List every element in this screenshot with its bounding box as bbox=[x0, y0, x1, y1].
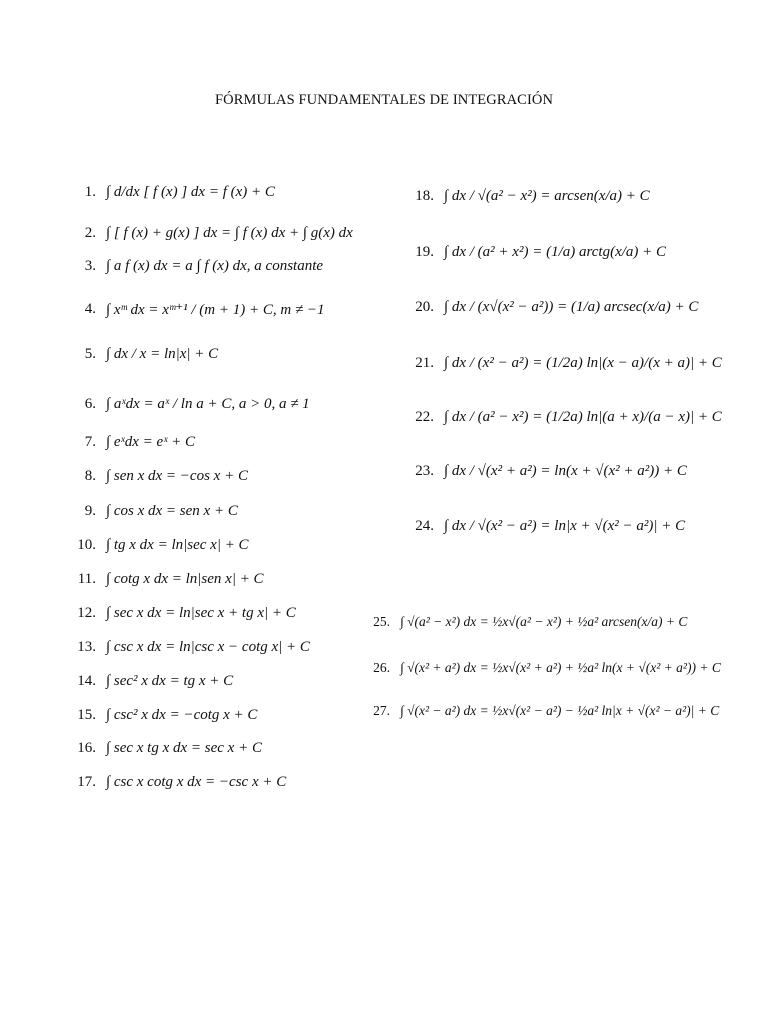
formula-23 bbox=[410, 463, 687, 480]
formula-number: 8. bbox=[84, 468, 96, 484]
formula-7 bbox=[68, 434, 195, 451]
formula-text: ∫ eˣdx = eˣ + C bbox=[106, 434, 196, 450]
formula-number: 3. bbox=[84, 258, 96, 274]
formula-19 bbox=[410, 244, 666, 261]
formula-text: ∫ xᵐ dx = xᵐ⁺¹ / (m + 1) + C, m ≠ −1 bbox=[106, 302, 325, 318]
formula-number: 11. bbox=[77, 571, 96, 587]
formula-text: ∫ sec² x dx = tg x + C bbox=[106, 673, 234, 689]
formula-text: ∫ aˣdx = aˣ / ln a + C, a > 0, a ≠ 1 bbox=[106, 396, 310, 412]
formula-25 bbox=[368, 614, 687, 630]
formula-number: 25. bbox=[373, 614, 390, 629]
formula-text: ∫ csc² x dx = −cotg x + C bbox=[106, 707, 258, 723]
formula-number: 22. bbox=[415, 409, 434, 425]
formula-number: 18. bbox=[415, 188, 434, 204]
formula-text: ∫ tg x dx = ln|sec x| + C bbox=[106, 537, 249, 553]
formula-20 bbox=[410, 299, 698, 316]
formula-16 bbox=[68, 740, 262, 757]
formula-text: ∫ sec x tg x dx = sec x + C bbox=[106, 740, 262, 756]
formula-number: 17. bbox=[77, 774, 96, 790]
formula-number: 24. bbox=[415, 518, 434, 534]
formula-21 bbox=[410, 355, 722, 372]
formula-number: 6. bbox=[84, 396, 96, 412]
formula-text: ∫ dx / (a² − x²) = (1/2a) ln|(a + x)/(a − x)| + C bbox=[444, 409, 722, 425]
formula-text: ∫ csc x cotg x dx = −csc x + C bbox=[106, 774, 287, 790]
formula-text: ∫ a f (x) dx = a ∫ f (x) dx, a constante bbox=[106, 258, 324, 274]
formula-27 bbox=[368, 703, 719, 719]
formula-number: 27. bbox=[373, 703, 390, 718]
formula-text: ∫ dx / (x√(x² − a²)) = (1/a) arcsec(x/a) + C bbox=[444, 299, 699, 315]
formula-number: 7. bbox=[84, 434, 96, 450]
formula-number: 4. bbox=[84, 301, 96, 317]
formula-text: ∫ dx / (a² + x²) = (1/a) arctg(x/a) + C bbox=[444, 244, 667, 260]
formula-6 bbox=[68, 396, 310, 413]
formula-text: ∫ csc x dx = ln|csc x − cotg x| + C bbox=[106, 639, 310, 655]
formula-number: 20. bbox=[415, 299, 434, 315]
formula-18 bbox=[410, 188, 650, 205]
formula-number: 9. bbox=[84, 503, 96, 519]
formula-number: 1. bbox=[84, 184, 96, 200]
formula-number: 5. bbox=[84, 346, 96, 362]
formula-text: ∫ √(x² + a²) dx = ½x√(x² + a²) + ½a² ln(x + √(x² + a²)) + C bbox=[400, 660, 721, 675]
formula-4 bbox=[68, 300, 325, 319]
formula-number: 10. bbox=[77, 537, 96, 553]
formula-17 bbox=[68, 774, 286, 791]
formula-26 bbox=[368, 660, 721, 676]
formula-24 bbox=[410, 518, 685, 535]
formula-13 bbox=[68, 639, 310, 656]
formula-number: 19. bbox=[415, 244, 434, 260]
formula-text: ∫ d/dx [ f (x) ] dx = f (x) + C bbox=[106, 184, 275, 200]
formula-text: ∫ sec x dx = ln|sec x + tg x| + C bbox=[106, 605, 296, 621]
page-title: FÓRMULAS FUNDAMENTALES DE INTEGRACIÓN bbox=[214, 92, 554, 108]
formula-9 bbox=[68, 503, 238, 520]
formula-number: 12. bbox=[77, 605, 96, 621]
formula-15 bbox=[68, 707, 257, 724]
formula-text: ∫ dx / √(a² − x²) = arcsen(x/a) + C bbox=[444, 188, 650, 204]
formula-3 bbox=[68, 258, 323, 275]
formula-text: ∫ dx / (x² − a²) = (1/2a) ln|(x − a)/(x + a)| + C bbox=[444, 355, 722, 371]
formula-10 bbox=[68, 537, 249, 554]
formula-number: 21. bbox=[415, 355, 434, 371]
formula-text: ∫ [ f (x) + g(x) ] dx = ∫ f (x) dx + ∫ g(x) dx bbox=[106, 225, 353, 241]
formula-text: ∫ cotg x dx = ln|sen x| + C bbox=[106, 571, 264, 587]
formula-text: ∫ dx / √(x² − a²) = ln|x + √(x² − a²)| + C bbox=[444, 518, 686, 534]
formula-number: 15. bbox=[77, 707, 96, 723]
formula-text: ∫ dx / √(x² + a²) = ln(x + √(x² + a²)) + C bbox=[444, 463, 687, 479]
formula-text: ∫ sen x dx = −cos x + C bbox=[106, 468, 248, 484]
formula-number: 2. bbox=[84, 225, 96, 241]
formula-22 bbox=[410, 409, 722, 426]
formula-14 bbox=[68, 673, 233, 690]
formula-8 bbox=[68, 468, 248, 485]
formula-text: ∫ √(x² − a²) dx = ½x√(x² − a²) − ½a² ln|x + √(x² − a²)| + C bbox=[400, 703, 720, 718]
formula-2 bbox=[68, 225, 353, 242]
formula-5 bbox=[68, 346, 218, 363]
formula-1 bbox=[68, 184, 275, 201]
formula-12 bbox=[68, 605, 296, 622]
formula-number: 26. bbox=[373, 660, 390, 675]
formula-number: 23. bbox=[415, 463, 434, 479]
formula-text: ∫ cos x dx = sen x + C bbox=[106, 503, 238, 519]
formula-text: ∫ √(a² − x²) dx = ½x√(a² − x²) + ½a² arcsen(x/a) + C bbox=[400, 614, 688, 629]
formula-11 bbox=[68, 571, 264, 588]
formula-number: 13. bbox=[77, 639, 96, 655]
formula-text: ∫ dx / x = ln|x| + C bbox=[106, 346, 219, 362]
formula-number: 14. bbox=[77, 673, 96, 689]
formula-number: 16. bbox=[77, 740, 96, 756]
